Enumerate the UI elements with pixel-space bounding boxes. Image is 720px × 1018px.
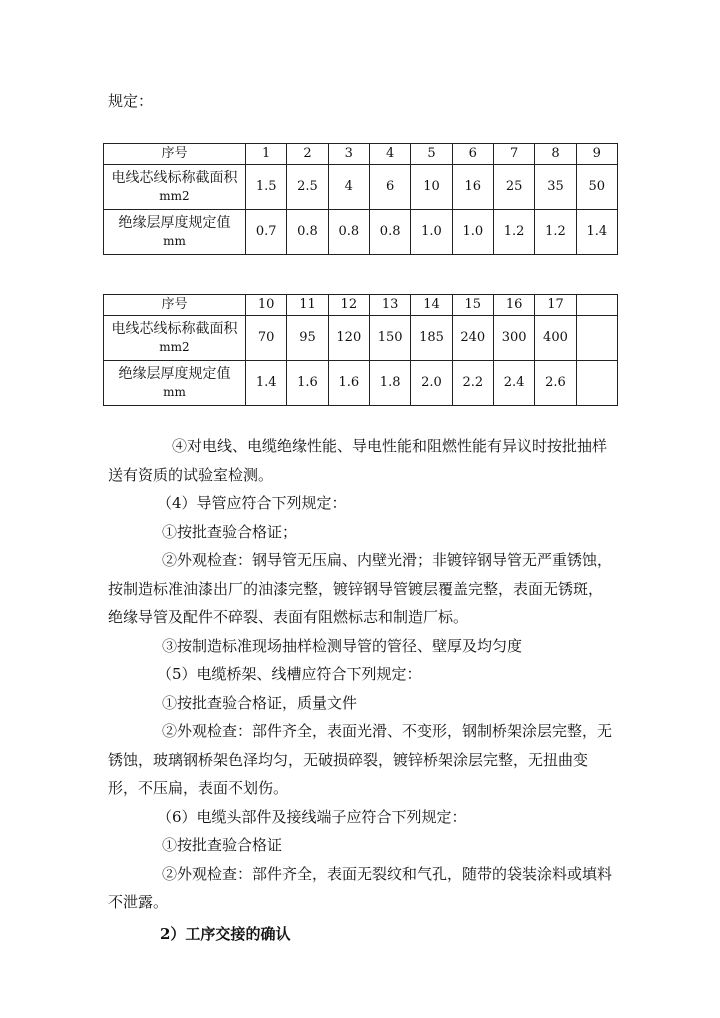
table-cell: 2 <box>287 144 328 165</box>
table-cell: 1.5 <box>246 165 287 210</box>
table-row-thickness <box>104 361 618 406</box>
table-cell: 5 <box>411 144 452 165</box>
table-cell: 1.4 <box>246 361 287 406</box>
table-cell: 13 <box>369 295 410 316</box>
table-cell: 1.4 <box>576 210 617 255</box>
table-cell: 400 <box>535 316 576 361</box>
table-cell: 4 <box>328 165 369 210</box>
table-cell: 25 <box>493 165 534 210</box>
table-row-area <box>104 165 618 210</box>
table-cell: 300 <box>493 316 534 361</box>
table-cell: 6 <box>452 144 493 165</box>
paragraph: （5）电缆桥架、线槽应符合下列规定： <box>157 665 422 683</box>
paragraph: ①按批查验合格证，质量文件 <box>162 693 358 712</box>
table-cell: 2.4 <box>493 361 534 406</box>
table-cell: 185 <box>411 316 452 361</box>
paragraph: ③按制造标准现场抽样检测导管的管径、壁厚及均匀度 <box>162 636 523 655</box>
table-cell: 0.7 <box>246 210 287 255</box>
table-cell: 16 <box>493 295 534 316</box>
table-cell: 16 <box>452 165 493 210</box>
table-cell: 95 <box>287 316 328 361</box>
table-cell: 1.0 <box>411 210 452 255</box>
paragraph: ④对电线、电缆绝缘性能、导电性能和阻燃性能有异议时按批抽样送有资质的试验室检测。 <box>108 437 608 484</box>
table-cell: 1.0 <box>452 210 493 255</box>
table-cell <box>576 361 617 406</box>
table-cell: 0.8 <box>369 210 410 255</box>
table-row-index <box>104 295 618 316</box>
insulation-table-1 <box>103 143 618 255</box>
section-heading: 2）工序交接的确认 <box>160 924 291 943</box>
table-cell: 6 <box>369 165 410 210</box>
table-cell: 0.8 <box>328 210 369 255</box>
paragraph: ②外观检查：部件齐全，表面光滑、不变形，钢制桥架涂层完整，无锈蚀，玻璃钢桥架色泽均匀，无破损碎裂，镀锌桥架涂层完整，无扭曲变形，不压扁，表面不划伤。 <box>108 722 613 797</box>
table-cell: 50 <box>576 165 617 210</box>
table-cell: 4 <box>369 144 410 165</box>
table-cell: 1.8 <box>369 361 410 406</box>
area-unit: mm2 <box>159 340 190 354</box>
table-cell: 11 <box>287 295 328 316</box>
table-cell: 2.6 <box>535 361 576 406</box>
row-header <box>104 210 246 255</box>
body-text <box>108 432 616 948</box>
paragraph: ②外观检查：部件齐全，表面无裂纹和气孔，随带的袋装涂料或填料不泄露。 <box>108 864 613 911</box>
table-cell: 9 <box>576 144 617 165</box>
intro-text: 规定： <box>108 92 154 110</box>
table-cell: 17 <box>535 295 576 316</box>
table-cell: 1.6 <box>287 361 328 406</box>
table-cell: 15 <box>452 295 493 316</box>
area-label: 电线芯线标称截面积 <box>111 321 238 337</box>
paragraph: （6）电缆头部件及接线端子应符合下列规定： <box>157 807 467 826</box>
table-cell: 70 <box>246 316 287 361</box>
paragraph: ①按批查验合格证； <box>162 522 298 541</box>
table-cell <box>576 316 617 361</box>
paragraph: （4）导管应符合下列规定： <box>157 494 347 512</box>
table-row-index <box>104 144 618 165</box>
thickness-label: 绝缘层厚度规定值 <box>118 215 231 231</box>
table-cell: 1 <box>246 144 287 165</box>
area-unit: mm2 <box>159 189 190 203</box>
table-cell: 2.0 <box>411 361 452 406</box>
table-cell: 240 <box>452 316 493 361</box>
table-cell: 10 <box>411 165 452 210</box>
table-cell: 12 <box>328 295 369 316</box>
table-cell: 3 <box>328 144 369 165</box>
paragraph: ①按批查验合格证 <box>162 836 283 854</box>
table-cell: 35 <box>535 165 576 210</box>
table-cell: 0.8 <box>287 210 328 255</box>
row-header <box>104 316 246 361</box>
thickness-unit: mm <box>163 385 186 399</box>
table-cell: 14 <box>411 295 452 316</box>
table-cell: 120 <box>328 316 369 361</box>
row-header <box>104 165 246 210</box>
area-label: 电线芯线标称截面积 <box>111 170 238 186</box>
table-row-thickness <box>104 210 618 255</box>
thickness-unit: mm <box>163 234 186 248</box>
table-cell: 7 <box>493 144 534 165</box>
paragraph: ②外观检查：钢导管无压扁、内壁光滑；非镀锌钢导管无严重锈蚀，按制造标准油漆出厂的油漆完整，镀锌钢导管镀层覆盖完整，表面无锈斑，绝缘导管及配件不碎裂、表面有阻燃标志和制造厂标。 <box>108 551 613 626</box>
thickness-label: 绝缘层厚度规定值 <box>118 366 231 382</box>
table-cell: 2.2 <box>452 361 493 406</box>
table-cell: 1.2 <box>535 210 576 255</box>
table-cell: 150 <box>369 316 410 361</box>
row-header: 序号 <box>104 144 246 165</box>
insulation-table-2 <box>103 294 618 406</box>
row-header: 序号 <box>104 295 246 316</box>
table-cell: 8 <box>535 144 576 165</box>
table-row-area <box>104 316 618 361</box>
table-cell <box>576 295 617 316</box>
table-cell: 2.5 <box>287 165 328 210</box>
table-cell: 1.6 <box>328 361 369 406</box>
row-header <box>104 361 246 406</box>
table-cell: 1.2 <box>493 210 534 255</box>
table-cell: 10 <box>246 295 287 316</box>
